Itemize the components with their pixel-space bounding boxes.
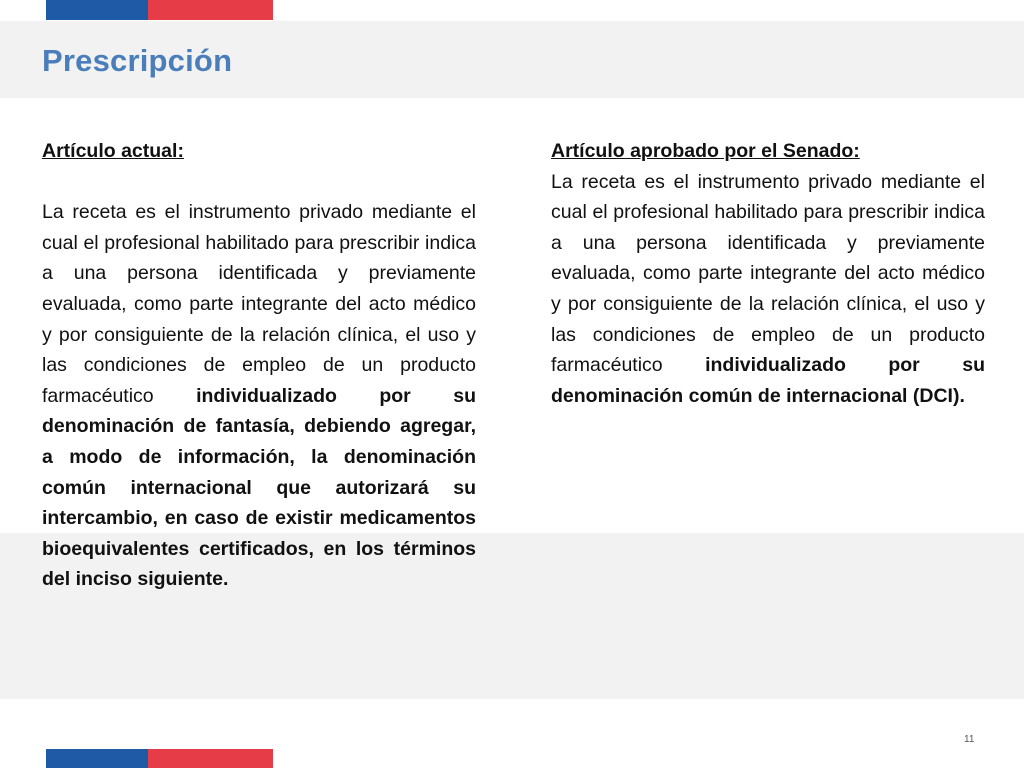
approved-article-text-regular: La receta es el instrumento privado mediante el cual el profesional habilitado para prescribir indica a una persona identificada y previamente evaluada, como parte integrante del acto médico y por consiguiente de la relación clínica, el uso y las condiciones de empleo de un producto farmacéutico (551, 170, 985, 377)
current-article-text (42, 197, 476, 595)
slide-title: Prescripción (42, 43, 233, 78)
approved-article-text (551, 167, 985, 412)
title-band (0, 21, 1024, 98)
paragraph-spacer (42, 167, 476, 198)
page-number: 11 (964, 734, 975, 745)
flag-stripe-blue (46, 749, 148, 768)
current-article-text-bold: individualizado por su denominación de fantasía, debiendo agregar, a modo de información, la denominación común internacional que autorizará su intercambio, en caso de existir medicamentos bioequivalentes certificados, en los términos del inciso siguiente. (42, 384, 476, 591)
flag-stripe-top (46, 0, 273, 20)
approved-article-text-bold: individualizado por su denominación común de internacional (DCI). (551, 354, 985, 407)
approved-article-column (551, 136, 985, 411)
current-article-heading: Artículo actual: (42, 140, 184, 162)
current-article-column (42, 136, 476, 595)
flag-stripe-red (148, 0, 273, 20)
flag-stripe-bottom (46, 749, 273, 768)
flag-stripe-red (148, 749, 273, 768)
current-article-text-regular: La receta es el instrumento privado mediante el cual el profesional habilitado para prescribir indica a una persona identificada y previamente evaluada, como parte integrante del acto médico y por consiguiente de la relación clínica, el uso y las condiciones de empleo de un producto farmacéutico (42, 201, 476, 407)
approved-article-heading: Artículo aprobado por el Senado: (551, 140, 860, 162)
flag-stripe-blue (46, 0, 148, 20)
